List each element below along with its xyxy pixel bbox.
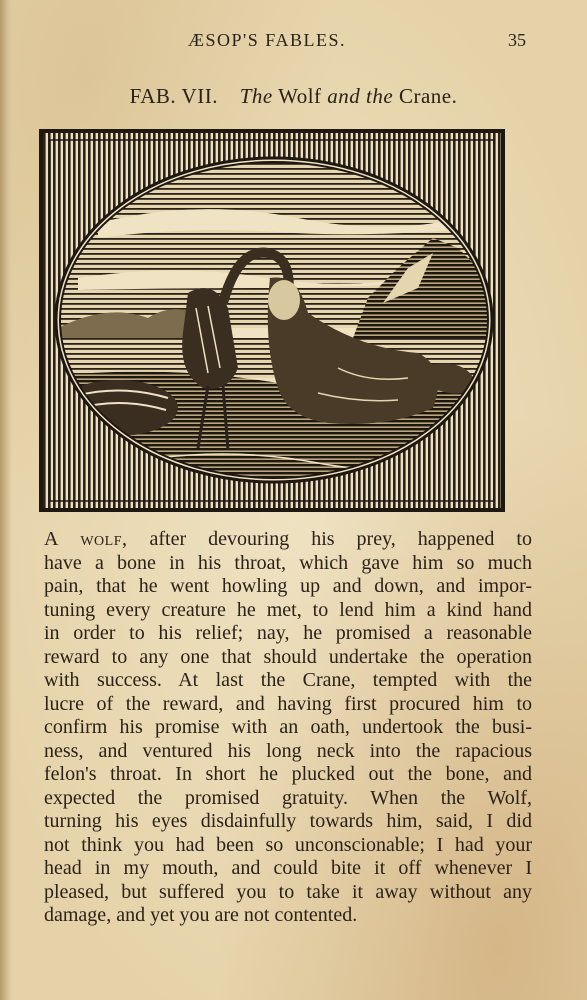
text-line: lucre of the reward, and having first procured him to	[44, 692, 532, 715]
fable-title-the2: the	[366, 84, 394, 108]
text-line: pleased, but suffered you to take it away without any	[44, 880, 532, 903]
fable-title	[0, 84, 587, 109]
text-line: A wolf, after devouring his prey, happened to	[44, 528, 532, 550]
text-line: pain, that he went howling up and down, and impor-	[44, 575, 532, 597]
running-head-title: ÆSOP'S FABLES.	[188, 30, 346, 50]
text-line: expected the promised gratuity. When the Wolf,	[44, 786, 532, 809]
text-line: in order to his relief; nay, he promised a reasonable	[44, 622, 532, 644]
fable-title-and: and	[327, 84, 361, 108]
text-line: confirm his promise with an oath, undertook the busi-	[44, 716, 532, 738]
fable-title-crane: Crane.	[398, 84, 458, 108]
text-line: ness, and ventured his long neck into the rapacious	[44, 739, 532, 762]
text-line: not think you had been so unconscionable; I had your	[44, 833, 532, 856]
fable-title-the: The	[239, 84, 273, 108]
text-line: head in my mouth, and could bite it off whenever I	[44, 857, 532, 879]
fable-body-text	[44, 528, 532, 928]
fable-title-wolf: Wolf	[278, 84, 322, 108]
text-line: tuning every creature he met, to lend him a kind hand	[44, 598, 532, 621]
text-line: damage, and yet you are not contented.	[44, 904, 358, 926]
running-head	[0, 30, 587, 56]
page-number: 35	[508, 30, 526, 50]
text-line: turning his eyes disdainfully towards him, said, I did	[44, 810, 532, 832]
text-line: have a bone in his throat, which gave him so much	[44, 551, 532, 574]
text-line: with success. At last the Crane, tempted with the	[44, 669, 532, 691]
text-line: felon's throat. In short he plucked out the bone, and	[44, 763, 532, 785]
page-gutter	[0, 0, 12, 1000]
woodcut-illustration	[38, 128, 506, 513]
text-line: reward to any one that should undertake the operation	[44, 645, 532, 668]
opening-word: A wolf,	[44, 528, 128, 550]
fable-number: FAB. VII.	[129, 84, 218, 108]
